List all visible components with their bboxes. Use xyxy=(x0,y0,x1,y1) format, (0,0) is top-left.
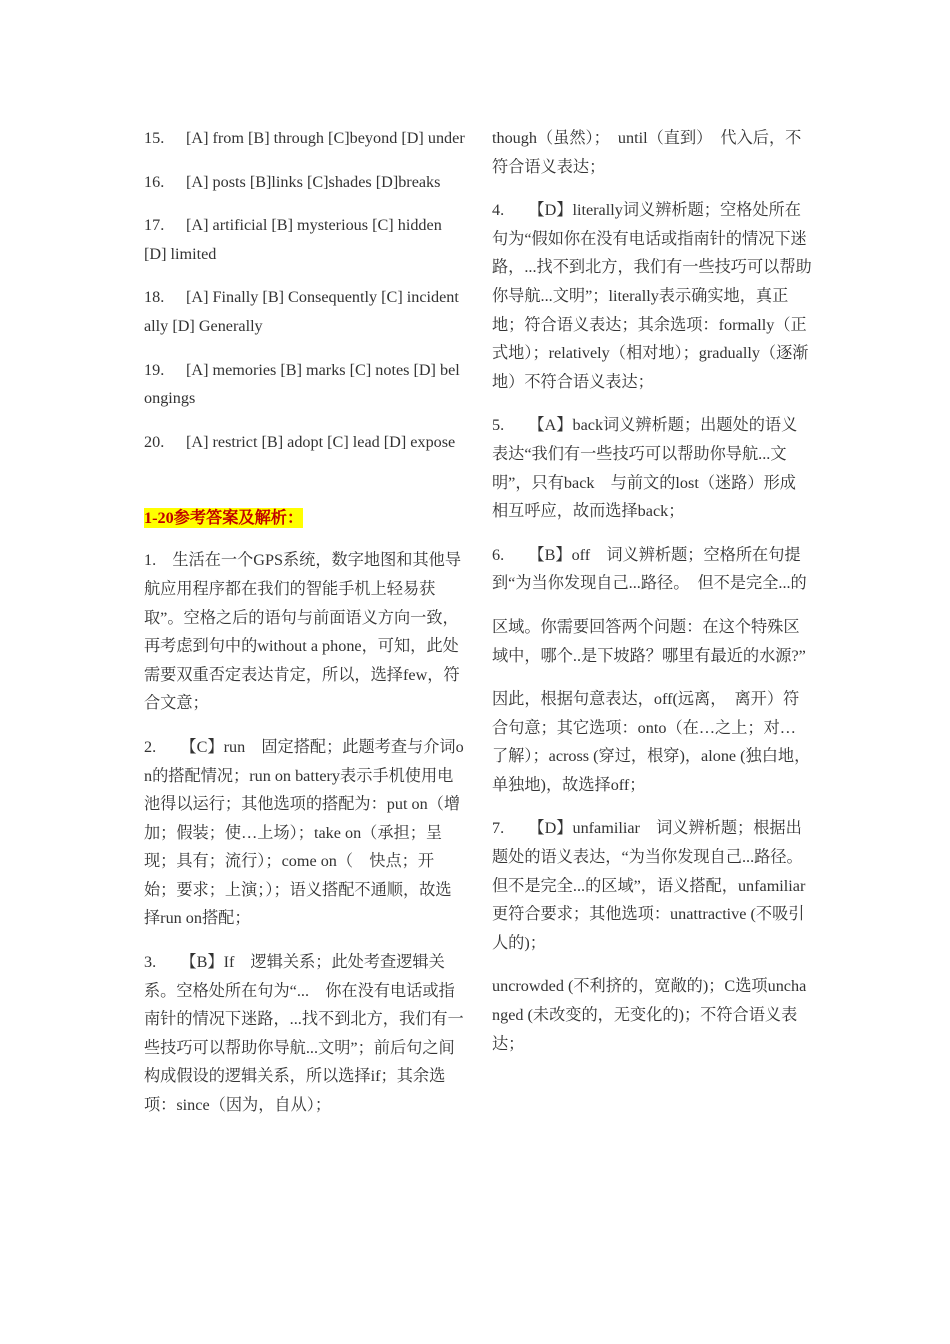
question-number: 16. xyxy=(144,172,165,191)
answer-3: 3. 【B】If 逻辑关系；此处考查逻辑关系。空格处所在句为“... 你在没有电话或指南针的情况下迷路，...找不到北方，我们有一些技巧可以帮助你导航...文明”；前后句之间构成假设的逻辑关系，所以选择if；其余选项：since（因为，自从）； xyxy=(144,953,464,1115)
question-options: [A] restrict [B] adopt [C] lead [D] expose xyxy=(186,432,456,451)
question-options: [A] from [B] through [C]beyond [D] under xyxy=(186,129,465,147)
answer-7: 7. 【D】unfamiliar 词义辨析题；根据出题处的语义表达，“为当你发现自己...路径。 但不是完全...的区域”，语义搭配，unfamiliar更符合要求；其他选项：unattractive (不吸引人的)； xyxy=(492,819,811,952)
answers-heading-block xyxy=(144,504,466,532)
question-18 xyxy=(144,283,466,340)
left-column xyxy=(144,124,466,1135)
answer-1: 1. 生活在一个GPS系统，数字地图和其他导航应用程序都在我们的智能手机上轻易获取”。空格之后的语句与前面语义方向一致，再考虑到句中的without a phone，可知，此处需要双重否定表达肯定，所以，选择few，符合文意； xyxy=(144,551,462,713)
answer-2: 2. 【C】run 固定搭配；此题考查与介词on的搭配情况；run on battery表示手机使用电池得以运行；其他选项的搭配为：put on（增加；假装；使…上场）；take on（承担；呈现；具有；流行）；come on（ 快点；开始；要求；上演；）；语义搭配不通顺，故选择run on搭配； xyxy=(144,737,464,928)
answer-6: 6. 【B】off 词义辨析题；空格所在句提到“为当你发现自己...路径。 但不是完全...的 xyxy=(492,545,807,593)
question-options: [A] posts [B]links [C]shades [D]breaks xyxy=(186,172,441,191)
question-number: 18. xyxy=(144,288,165,307)
question-number: 20. xyxy=(144,432,165,451)
question-options: [A] artificial [B] mysterious [C] hidden [D] limited xyxy=(144,216,442,263)
answer-6-continued: 区域。你需要回答两个问题：在这个特殊区域中，哪个..是下坡路？哪里有最近的水源?” xyxy=(492,617,806,665)
question-15 xyxy=(144,124,466,153)
right-column xyxy=(492,124,812,1073)
question-number: 17. xyxy=(144,216,165,235)
question-options: [A] memories [B] marks [C] notes [D] belongings xyxy=(144,360,460,408)
answer-4: 4. 【D】literally词义辨析题；空格处所在句为“假如你在没有电话或指南针的情况下迷路，...找不到北方，我们有一些技巧可以帮助你导航...文明”；literally表示确实地，真正地；符合语义表达；其余选项：formally（正式地）；relatively（相对地）；gradually（逐渐地）不符合语义表达； xyxy=(492,201,812,391)
question-number: 15. xyxy=(144,129,165,147)
question-16 xyxy=(144,168,466,197)
answer-3-continued: though（虽然）； until（直到） 代入后，不符合语义表达； xyxy=(492,129,802,176)
question-20 xyxy=(144,428,466,457)
answer-7-continued: uncrowded (不利挤的，宽敞的)；C选项unchanged (未改变的，无变化的)；不符合语义表达； xyxy=(492,977,807,1053)
answer-6-conclusion: 因此，根据句意表达，off(远离， 离开）符合句意；其它选项：onto（在…之上；对…了解）；across (穿过，根穿)，alone (独白地，单独地)，故选择off； xyxy=(492,690,811,794)
question-number: 19. xyxy=(144,360,165,379)
answers-heading: 1-20参考答案及解析： xyxy=(144,509,304,528)
question-options: [A] Finally [B] Consequently [C] incidentally [D] Generally xyxy=(144,288,459,335)
question-19 xyxy=(144,356,466,413)
answer-5: 5. 【A】back词义辨析题；出题处的语义表达“我们有一些技巧可以帮助你导航...文明”，只有back 与前文的lost（迷路）形成相互呼应，故而选择back； xyxy=(492,416,798,521)
question-17 xyxy=(144,211,466,268)
